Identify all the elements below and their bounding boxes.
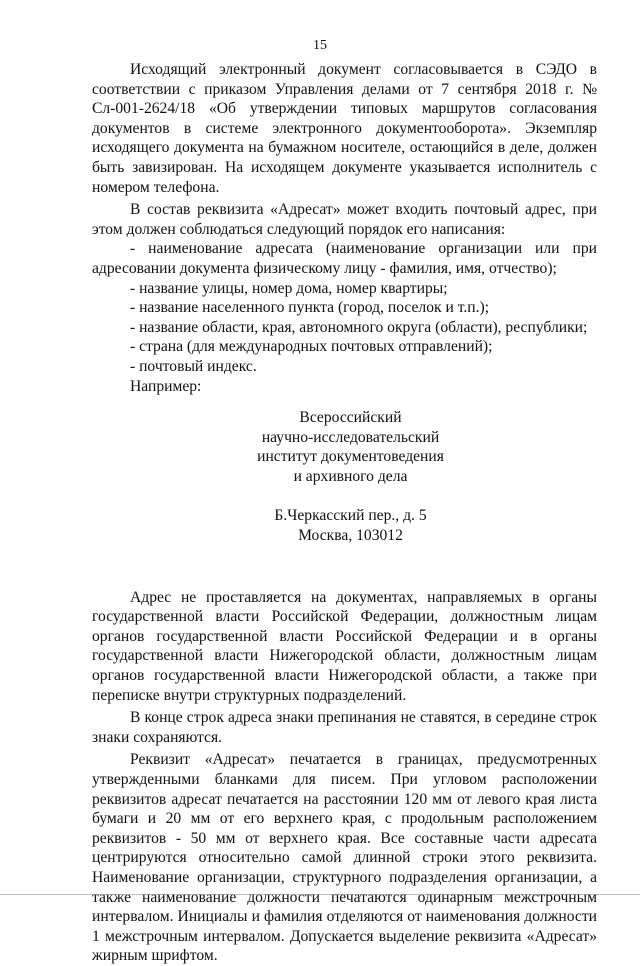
paragraph-punctuation: В конце строк адреса знаки препинания не ставятся, в середине строк знаки сохраняются.	[92, 709, 597, 746]
list-item: - название улицы, номер дома, номер квартиры;	[130, 279, 448, 297]
list-item: - страна (для международных почтовых отправлений);	[130, 338, 493, 356]
page-number: 15	[313, 38, 327, 53]
list-item: - наименование адресата (наименование организации или при адресовании документа физическому лицу - фамилия, имя, отчество);	[92, 240, 597, 277]
address-org-line: Всероссийский	[299, 409, 402, 427]
example-label: Например:	[130, 377, 202, 395]
address-order-list	[92, 239, 597, 376]
address-example	[92, 408, 597, 546]
scan-bottom-edge	[0, 894, 640, 895]
address-org-line: институт документоведения	[257, 448, 444, 466]
document-body	[92, 60, 597, 966]
address-city: Москва, 103012	[298, 527, 403, 545]
list-item: - название области, края, автономного округа (области), республики;	[130, 318, 588, 336]
address-org-line: и архивного дела	[293, 467, 408, 485]
paragraph-addressee-placement: Реквизит «Адресат» печатается в границах, предусмотренных утвержденными бланками для писем. При угловом расположении реквизитов адресат печатается на расстоянии 120 мм от левого края листа бумаги и 20 мм от его верхнего края, с продольным расположением реквизитов - 50 мм от верхнего края. Все составные части адресата центрируются относительно самой длинной строки этого реквизита. Наименование организации, структурного подразделения организации, а также наименование должности печатаются одинарным межстрочным интервалом. Инициалы и фамилия отделяются от наименования должности 1 межстрочным интервалом. Допускается выделение реквизита «Адресат» жирным шрифтом.	[92, 751, 597, 965]
address-org-line: научно-исследовательский	[261, 428, 440, 446]
address-street: Б.Черкасский пер., д. 5	[274, 507, 427, 525]
address-spacer	[104, 486, 597, 506]
paragraph-no-address-cases: Адрес не проставляется на документах, направляемых в органы государственной власти Российской Федерации, должностным лицам органов государственной власти Российской Федерации и в органы государственной власти Нижегородской области, должностным лицам органов государственной власти Нижегородской области, а также при переписке внутри структурных подразделений.	[92, 588, 597, 704]
list-item: - название населенного пункта (город, поселок и т.п.);	[130, 299, 490, 317]
paragraph-addressee-composition: В состав реквизита «Адресат» может входить почтовый адрес, при этом должен соблюдаться следующий порядок его написания:	[92, 201, 597, 238]
paragraph-outgoing-document: Исходящий электронный документ согласовывается в СЭДО в соответствии с приказом Управления делами от 7 сентября 2018 г. № Сл-001-2624/18 «Об утверждении типовых маршрутов согласования документов в системе электронного документооборота». Экземпляр исходящего документа на бумажном носителе, остающийся в деле, должен быть завизирован. На исходящем документе указывается исполнитель с номером телефона.	[92, 61, 597, 196]
list-item: - почтовый индекс.	[130, 357, 257, 375]
